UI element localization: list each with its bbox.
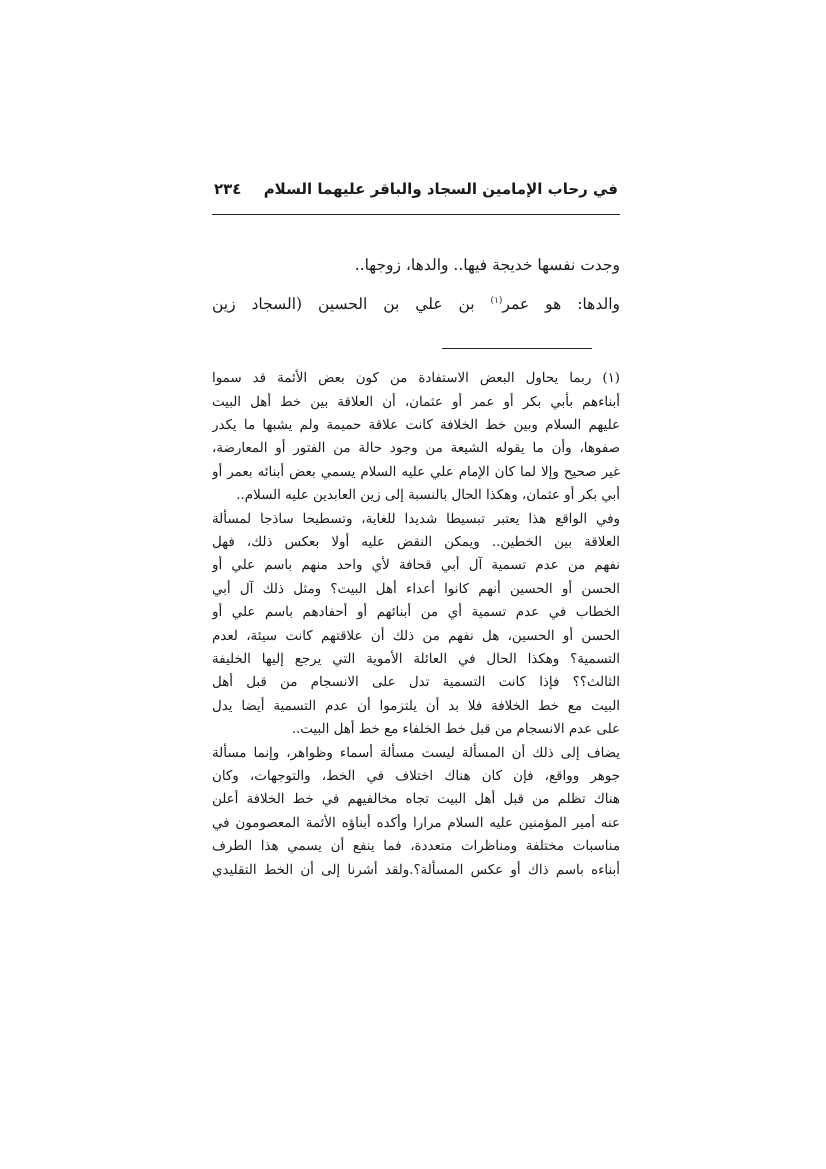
header-title: في رحاب الإمامين السجاد والباقر عليهما السلام	[263, 180, 618, 198]
footnote-line: الثالث؟؟ فإذا كانت التسمية تدل على الانسجام من قبل أهل	[212, 675, 620, 691]
footnote-line: على عدم الانسجام من قبل خط الخلفاء مع خط أهل البيت..	[291, 722, 620, 738]
footnote-line: التسمية؟ وهكذا الحال في العائلة الأموية التي يرجع إليها الخليفة	[212, 652, 620, 668]
footnote-line: أبناءه باسم ذاك أو عكس المسألة؟.ولقد أشرنا إلى أن الخط التقليدي	[212, 862, 620, 878]
footnote-line: غير صحيح وإلا لما كان الإمام علي عليه السلام يسمي بعض أبنائه بعمر أو	[212, 464, 620, 480]
footnote-line: يضاف إلى ذلك أن المسألة ليست مسألة أسماء وظواهر، وإنما مسألة	[212, 745, 620, 761]
book-page	[212, 180, 620, 882]
footnote-line: مناسبات مختلفة ومناظرات متعددة، فما ينفع أن يسمي هذا الطرف	[212, 839, 620, 855]
page-number: ٢٣٤	[214, 180, 242, 198]
body-line-2-start: والدها: هو عمر	[502, 295, 620, 314]
body-line-2-end: بن علي بن الحسين (السجاد زين	[212, 295, 491, 314]
footnote-line: الخطاب في عدم تسمية أي من أبنائهم أو أحفادهم باسم علي أو	[212, 605, 620, 621]
footnote-line: هناك تظلم من قبل أهل البيت تجاه مخالفيهم في خط الخلافة أعلن	[212, 792, 620, 808]
footnote-line: صفوها، وأن ما يقوله الشيعة من وجود حالة من الفتور أو المعارضة،	[212, 441, 620, 457]
body-text	[212, 247, 620, 322]
footnote-block	[212, 367, 620, 882]
footnote-line: وفي الواقع هذا يعتبر تبسيطا شديدا للغاية، وتسطيحا ساذجا لمسألة	[212, 511, 620, 527]
footnote-line: أبناءهم بأبي بكر أو عمر أو عثمان، أن العلاقة بين خط أهل البيت	[212, 394, 620, 410]
footnote-line: الحسن أو الحسين، هل نفهم من ذلك أن علاقتهم كانت سيئة، لعدم	[212, 628, 620, 644]
body-line-2	[212, 283, 620, 322]
footnote-line: البيت مع خط الخلافة فلا بد أن يلتزموا أن عدم التسمية أيضا يدل	[212, 698, 620, 714]
footnote-line: نفهم من عدم تسمية آل أبي قحافة لأي واحد منهم باسم علي أو	[212, 558, 620, 574]
footnote-line: عنه أمير المؤمنين عليه السلام مرارا وأكده أبناؤه الأئمة المعصومون في	[212, 815, 620, 831]
footnote-line: عليهم السلام وبين خط الخلافة كانت علاقة حميمة ولم يشبها ما يكدر	[212, 417, 620, 433]
footnote-line: (١) ربما يحاول البعض الاستفادة من كون بعض الأئمة قد سموا	[212, 371, 620, 387]
footnote-line: جوهر وواقع، فإن كان هناك اختلاف في الخط، والتوجهات، وكان	[212, 769, 620, 785]
footnote-reference: (١)	[490, 296, 503, 306]
body-line-1: وجدت نفسها خديجة فيها.. والدها، زوجها..	[354, 256, 620, 274]
footnote-line: الحسن أو الحسين أنهم كانوا أعداء أهل البيت؟ ومثل ذلك آل أبي	[212, 581, 620, 597]
footnote-separator	[442, 348, 592, 349]
footnote-line: أبي بكر أو عثمان، وهكذا الحال بالنسبة إلى زين العابدين عليه السلام..	[236, 488, 620, 504]
footnote-line: العلاقة بين الخطين.. ويمكن النقض عليه أولا بعكس ذلك، فهل	[212, 535, 620, 550]
running-header	[212, 180, 620, 215]
